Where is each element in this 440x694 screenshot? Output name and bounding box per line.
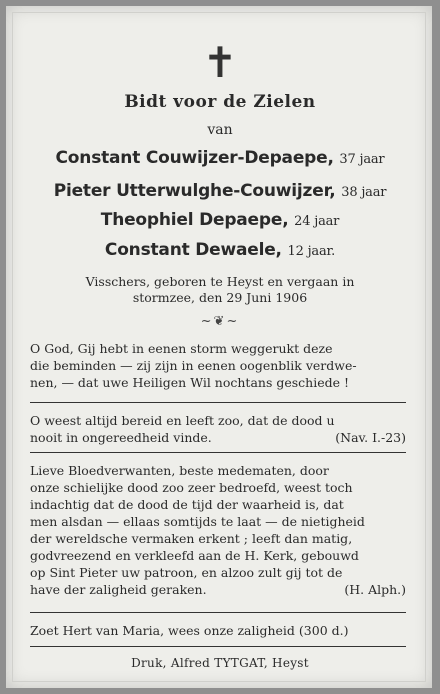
ornament-icon: ~❦~	[200, 314, 240, 329]
para1-line-1: O God, Gij hebt in eenen storm weggerukt deze	[30, 341, 333, 356]
age-text: 24 jaar	[294, 214, 340, 229]
divider	[30, 612, 406, 613]
printer-credit: Druk, Alfred TYTGAT, Heyst	[131, 656, 309, 670]
para2-line-2	[30, 429, 406, 446]
divider	[30, 646, 406, 647]
subtitle-line-2: stormzee, den 29 Juni 1906	[132, 290, 308, 305]
deceased-name-3	[20, 210, 420, 230]
van-label: van	[207, 122, 233, 138]
deceased-name-4	[20, 240, 420, 260]
para1-line-3: nen, — dat uwe Heiligen Wil nochtans geschiede !	[30, 375, 350, 390]
deceased-name-1	[20, 148, 420, 168]
para3-line-7: op Sint Pieter uw patroon, en alzoo zult gij tot de	[30, 565, 343, 580]
name-text: Pieter Utterwulghe-Couwijzer,	[53, 181, 336, 201]
subtitle-line-1: Visschers, geboren te Heyst en vergaan in	[85, 274, 355, 289]
para2-line-1: O weest altijd bereid en leeft zoo, dat de dood u	[30, 413, 335, 428]
age-text: 38 jaar	[341, 185, 387, 200]
age-text: 12 jaar.	[287, 244, 336, 259]
para3-line-5: der wereldsche vermaken erkent ; leeft dan matig,	[30, 531, 353, 546]
divider	[30, 402, 406, 403]
name-text: Constant Couwijzer-Depaepe,	[55, 148, 334, 168]
deceased-name-2	[20, 181, 420, 201]
divider	[30, 452, 406, 453]
para3-line-3: indachtig dat de dood de tijd der waarheid is, dat	[30, 497, 344, 512]
age-text: 37 jaar	[339, 152, 385, 167]
para3-line-6: godvreezend en verkleefd aan de H. Kerk, gebouwd	[30, 548, 359, 563]
para3-line-2: onze schielijke dood zoo zeer bedroefd, weest toch	[30, 480, 353, 495]
para2-line-2-text: nooit in ongereedheid vinde.	[30, 430, 212, 445]
para1-line-2: die beminden — zij zijn in eenen oogenblik verdwe-	[30, 358, 357, 373]
author-reference: (H. Alph.)	[344, 582, 406, 597]
para3-line-8	[30, 581, 406, 598]
prayer-header: Bidt voor de Zielen	[124, 92, 316, 112]
para3-line-8-text: have der zaligheid geraken.	[30, 582, 207, 597]
name-text: Theophiel Depaepe,	[100, 210, 289, 230]
name-text: Constant Dewaele,	[104, 240, 282, 260]
short-prayer: Zoet Hert van Maria, wees onze zaligheid (300 d.)	[30, 623, 349, 638]
para3-line-1: Lieve Bloedverwanten, beste medematen, door	[30, 463, 329, 478]
para3-line-4: men alsdan — ellaas somtijds te laat — de nietigheid	[30, 514, 365, 529]
cross-icon: ✝	[202, 38, 238, 87]
scripture-reference: (Nav. I.-23)	[335, 430, 406, 445]
